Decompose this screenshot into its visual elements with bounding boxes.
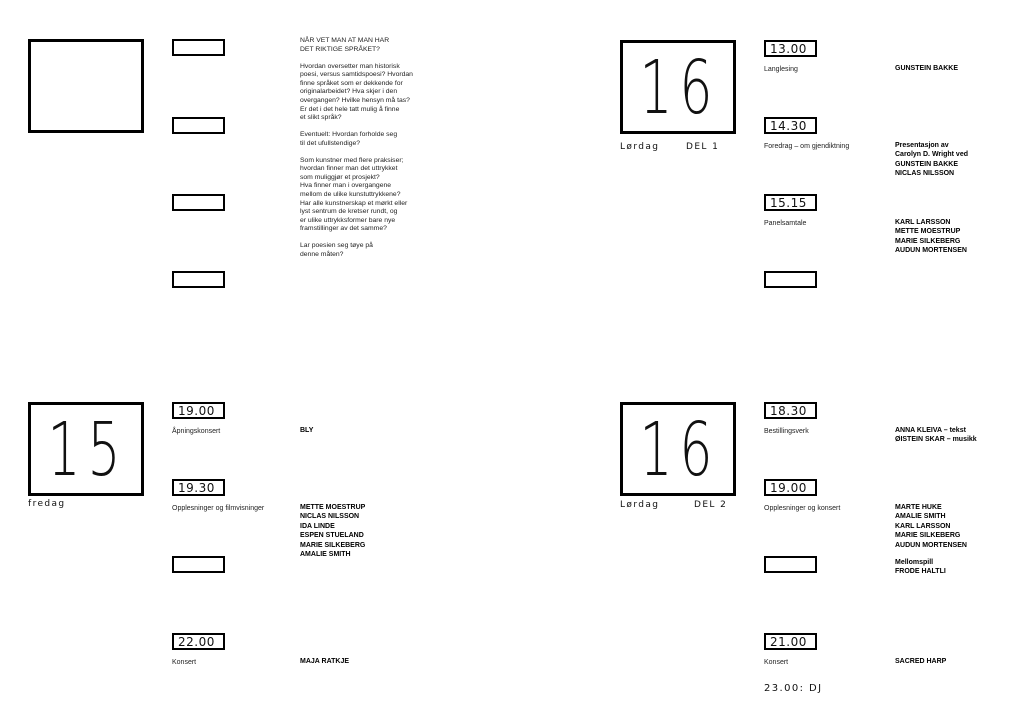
day-number-box [620, 402, 736, 496]
performer-name: NICLAS NILSSON [895, 170, 955, 178]
empty-time-box [172, 556, 225, 573]
time-box [764, 194, 817, 211]
day-number-box [28, 402, 144, 496]
event-label: Opplesninger og filmvisninger [172, 505, 265, 512]
time-box [764, 40, 817, 57]
performer-name: MARTE HUKE [895, 504, 942, 511]
performer-name: FRODE HALTLI [895, 568, 946, 576]
event-label: Konsert [764, 659, 789, 666]
performer-list [895, 218, 967, 256]
event-label: Åpningskonsert [172, 428, 221, 435]
event-time: 22.00 [178, 635, 215, 649]
performer-list [895, 64, 958, 73]
event-label: Foredrag – om gjendiktning [764, 143, 850, 150]
time-box [764, 402, 817, 419]
event-time: 19.30 [178, 481, 215, 495]
performer-list [895, 426, 977, 445]
empty-time-box [172, 194, 225, 211]
performer-name: KARL LARSSON [895, 219, 951, 226]
performer-name: KARL LARSSON [895, 522, 951, 530]
event-time: 19.00 [178, 404, 215, 418]
part-label: DEL 2 [694, 500, 728, 510]
event-time: 14.30 [770, 119, 807, 133]
part-label: DEL 1 [686, 142, 720, 152]
performer-name: MARIE SILKEBERG [300, 541, 366, 549]
essay-paragraph: Lar poesien seg tøye på denne måten? [300, 242, 373, 259]
performer-name: ESPEN STUELAND [300, 532, 364, 540]
performer-name: AUDUN MORTENSEN [895, 247, 967, 255]
performer-list [895, 141, 968, 179]
performer-name: IDA LINDE [300, 522, 335, 530]
presentation-intro: Presentasjon av [895, 142, 949, 149]
event-label: Langlesing [764, 66, 798, 73]
event-time: 19.00 [770, 481, 807, 495]
time-box [172, 633, 225, 650]
performer-name: GUNSTEIN BAKKE [895, 160, 959, 168]
empty-time-box [172, 39, 225, 56]
event-label: Opplesninger og konsert [764, 505, 841, 512]
event-time: 15.15 [770, 196, 807, 210]
empty-time-box [764, 556, 817, 573]
essay-text [300, 37, 430, 268]
time-box [764, 117, 817, 134]
day-label: Lørdag [620, 500, 660, 510]
performer-list [300, 503, 365, 559]
event-label: Konsert [172, 659, 197, 666]
performer-name: SACRED HARP [895, 658, 947, 665]
performer-name: METTE MOESTRUP [895, 228, 961, 236]
event-time: 18.30 [770, 404, 807, 418]
day-number-box [620, 40, 736, 134]
essay-heading: NÅR VET MAN AT MAN HAR DET RIKTIGE SPRÅKET? [300, 37, 390, 53]
performer-list [300, 426, 313, 435]
performer-name: GUNSTEIN BAKKE [895, 65, 959, 72]
late-note: 23.00: DJ [764, 683, 823, 694]
event-time: 13.00 [770, 42, 807, 56]
presentation-subject: Carolyn D. Wright ved [895, 151, 968, 159]
performer-name: ANNA KLEIVA – tekst [895, 427, 966, 434]
performer-name: AMALIE SMITH [300, 551, 351, 559]
essay-paragraph: Hvordan oversetter man historisk poesi, versus samtidspoesi? Hvordan finne språket som er dekkende for originalarbeidet? Hva skjer i den overgangen? Hvilke hensyn må tas? Er det i det hele tatt mulig å finne et slikt språk? [300, 62, 413, 122]
performer-name: NICLAS NILSSON [300, 513, 360, 521]
essay-paragraph: Eventuelt: Hvordan forholde seg til det ufullstendige? [300, 131, 398, 147]
performer-list [895, 657, 946, 666]
performer-name: MAJA RATKJE [300, 658, 350, 665]
day-label: fredag [28, 499, 66, 509]
performer-name: METTE MOESTRUP [300, 504, 366, 511]
day-label: Lørdag [620, 142, 660, 152]
empty-time-box [172, 271, 225, 288]
event-label: Panelsamtale [764, 220, 807, 227]
empty-time-box [172, 117, 225, 134]
event-label: Bestillingsverk [764, 428, 809, 435]
empty-day-box [28, 39, 144, 133]
event-time: 21.00 [770, 635, 807, 649]
performer-name: BLY [300, 427, 314, 434]
performer-list [895, 503, 967, 577]
day-number: 16 [639, 45, 720, 131]
performer-name: MARIE SILKEBERG [895, 237, 961, 245]
time-box [764, 633, 817, 650]
essay-paragraph: Som kunstner med flere praksiser; hvordan finner man det uttrykket som muliggjør et prosjekt? Hva finner man i overgangene mellom de ulike kunstuttrykkene? Har alle kunstnerskap et mørkt eller lyst sentrum de kretser rundt, og er ulike uttrykksformer bare nye framstillinger av det samme? [300, 156, 408, 233]
performer-list [300, 657, 349, 666]
day-number: 15 [47, 407, 128, 493]
time-box [764, 479, 817, 496]
day-number: 16 [639, 407, 720, 493]
performer-name: ØISTEIN SKAR – musikk [895, 436, 977, 444]
empty-time-box [764, 271, 817, 288]
interlude-label: Mellomspill [895, 559, 934, 567]
performer-name: AUDUN MORTENSEN [895, 541, 967, 549]
time-box [172, 402, 225, 419]
performer-name: AMALIE SMITH [895, 513, 946, 521]
time-box [172, 479, 225, 496]
performer-name: MARIE SILKEBERG [895, 532, 961, 540]
